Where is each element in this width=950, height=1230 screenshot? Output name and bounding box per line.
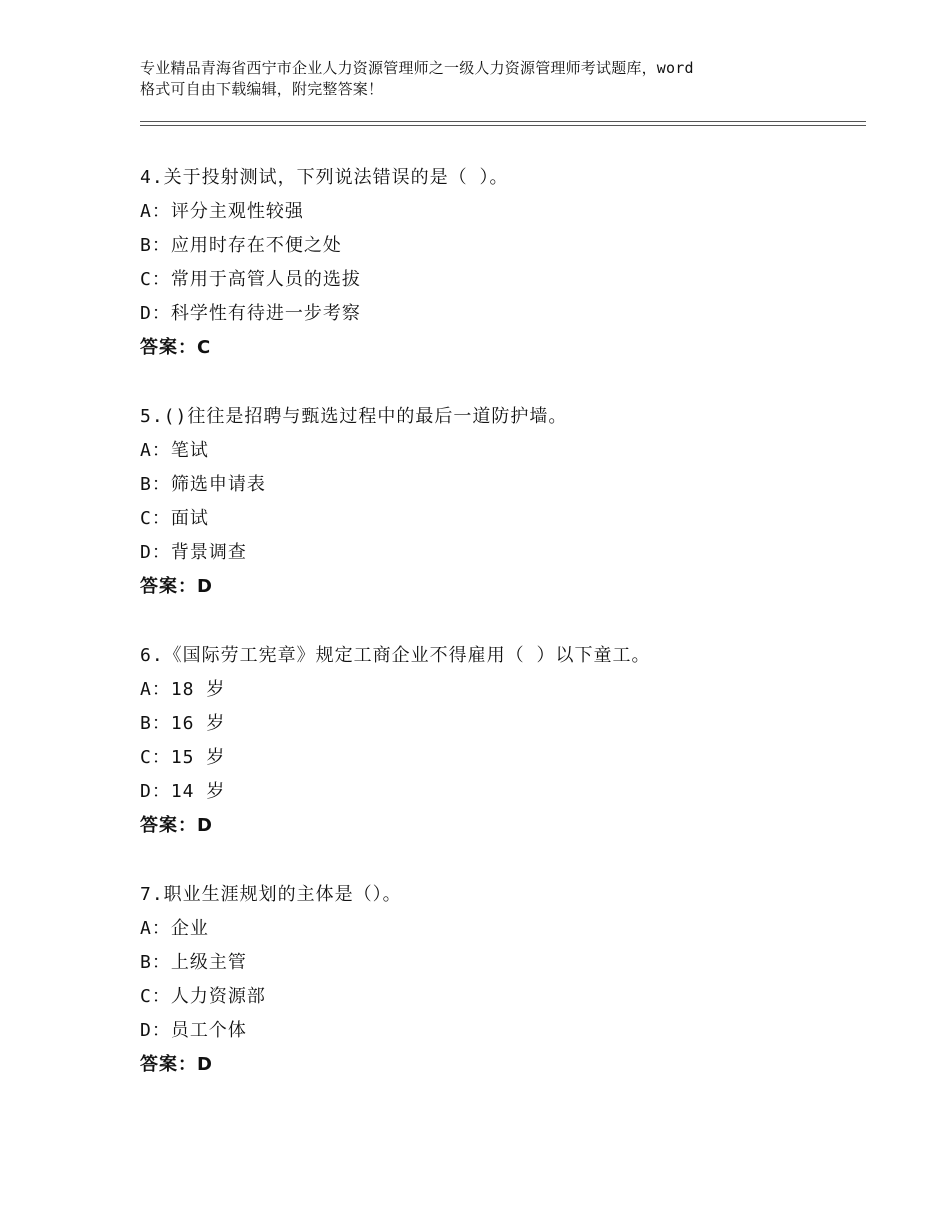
answer-label: 答案：D xyxy=(140,576,213,597)
option-b: B：筛选申请表 xyxy=(140,474,266,495)
question-4 xyxy=(140,161,860,365)
question-6 xyxy=(140,639,860,843)
option-c: C：常用于高管人员的选拔 xyxy=(140,269,361,290)
option-b: B：应用时存在不便之处 xyxy=(140,235,342,256)
option-c: C：15 岁 xyxy=(140,747,226,768)
option-a: A：笔试 xyxy=(140,440,209,461)
answer-label: 答案：D xyxy=(140,1054,213,1075)
option-b: B：16 岁 xyxy=(140,713,226,734)
header-divider xyxy=(140,121,866,126)
option-d: D：14 岁 xyxy=(140,781,226,802)
option-b: B：上级主管 xyxy=(140,952,247,973)
header-title-line-2: 格式可自由下载编辑，附完整答案！ xyxy=(140,80,384,98)
answer-label: 答案：C xyxy=(140,337,212,358)
option-d: D：背景调查 xyxy=(140,542,247,563)
question-5 xyxy=(140,400,860,604)
question-stem: 7.职业生涯规划的主体是（）。 xyxy=(140,884,402,905)
document-header xyxy=(140,58,840,100)
option-a: A：企业 xyxy=(140,918,209,939)
option-a: A：18 岁 xyxy=(140,679,226,700)
option-c: C：人力资源部 xyxy=(140,986,266,1007)
option-c: C：面试 xyxy=(140,508,209,529)
option-d: D：科学性有待进一步考察 xyxy=(140,303,361,324)
question-stem: 5.()往往是招聘与甄选过程中的最后一道防护墙。 xyxy=(140,406,568,427)
question-stem: 4.关于投射测试，下列说法错误的是（ ）。 xyxy=(140,167,509,188)
option-d: D：员工个体 xyxy=(140,1020,247,1041)
option-a: A：评分主观性较强 xyxy=(140,201,304,222)
question-7 xyxy=(140,878,860,1082)
answer-label: 答案：D xyxy=(140,815,213,836)
question-stem: 6.《国际劳工宪章》规定工商企业不得雇用（ ）以下童工。 xyxy=(140,645,651,666)
header-title-line-1: 专业精品青海省西宁市企业人力资源管理师之一级人力资源管理师考试题库，word xyxy=(140,59,694,77)
